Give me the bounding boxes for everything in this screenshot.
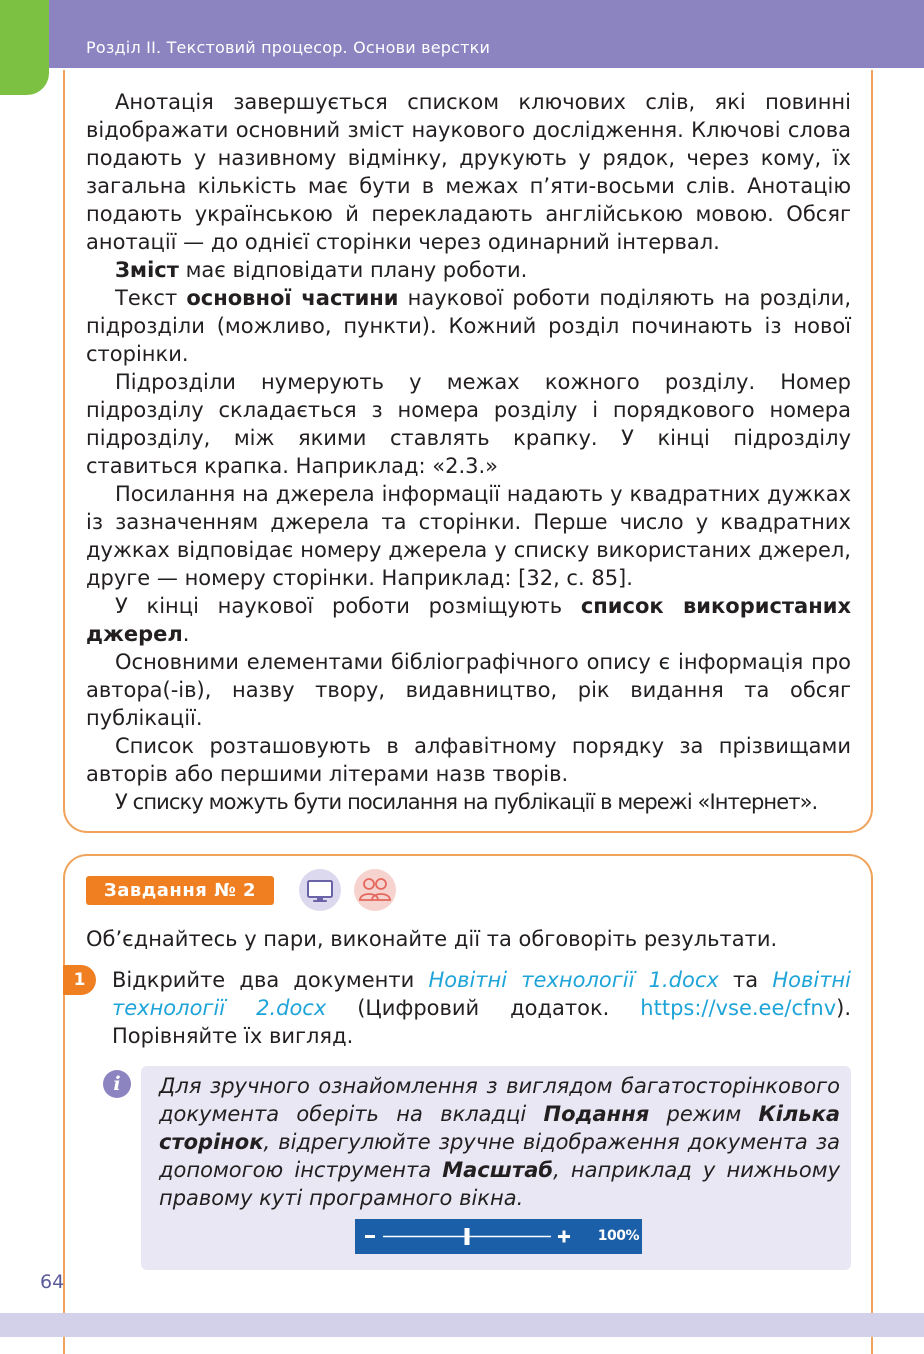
- zoom-slider-image: [355, 1219, 642, 1254]
- task-badge: Завдання № 2: [86, 876, 274, 905]
- zoom-percent: 100%: [597, 1228, 639, 1244]
- task-intro: Об’єднайтесь у пари, виконайте дії та обговоріть результати.: [86, 927, 778, 951]
- term-main-part: основної частини: [186, 286, 399, 310]
- computer-monitor-icon: [299, 869, 341, 911]
- doc-link-2[interactable]: Новітні технології 2.docx: [112, 968, 851, 1020]
- term-contents: Зміст: [115, 258, 179, 282]
- term-multiple-pages: Кілька сторінок: [159, 1102, 840, 1154]
- zoom-minus-icon: [365, 1235, 375, 1238]
- step-number: 1: [63, 965, 96, 995]
- digital-appendix-link[interactable]: https://vse.ee/cfnv: [640, 996, 837, 1020]
- paragraph-internet: У списку можуть бути посилання на публікації в мережі «Інтернет».: [115, 790, 818, 814]
- header-bar: [0, 0, 924, 68]
- page-number: 64: [40, 1271, 65, 1293]
- term-view-tab: Подання: [543, 1102, 650, 1126]
- paragraph-references: У кінці наукової роботи розміщують список використаних джерел.: [86, 594, 852, 646]
- step-text: Відкрийте два документи Новітні технології 1.docx та Новітні технології 2.docx (Цифровий додаток. https://vse.ee/cfnv). Порівняйте їх вигляд.: [112, 968, 852, 1048]
- paragraph-main-part: Текст основної частини наукової роботи поділяють на розділи, підрозділи (можливо, пункти). Кожний розділ починають із нової сторінки.: [86, 286, 851, 366]
- paragraph-contents: Зміст має відповідати плану роботи.: [115, 258, 528, 282]
- doc-link-1[interactable]: Новітні технології 1.docx: [428, 968, 719, 992]
- paragraph-annotation: Анотація завершується списком ключових слів, які повинні відображати основний зміст наукового дослідження. Ключові слова подають у називному відмінку, друкують у рядок, через кому, їх загальна кількість має бути в межах п’яти-восьми слів. Анотацію подають українською й перекладають англійською мовою. Обсяг анотації — до однієї сторінки через одинарний інтервал.: [86, 90, 851, 254]
- paragraph-subsections: Підрозділи нумерують у межах кожного розділу. Номер підрозділу складається з номера розділу і порядкового номера підрозділу, між якими ставлять крапку. У кінці підрозділу ставиться крапка. Наприклад: «2.3.»: [86, 370, 851, 478]
- info-icon: i: [103, 1070, 131, 1098]
- footer-bar: [0, 1313, 924, 1337]
- term-references: список використаних джерел: [86, 594, 852, 646]
- section-title: Розділ ІІ. Текстовий процесор. Основи верстки: [86, 38, 491, 57]
- term-zoom: Масштаб: [442, 1158, 554, 1182]
- section-tab: [0, 0, 49, 95]
- paragraph-citations: Посилання на джерела інформації надають у квадратних дужках із зазначенням джерела та сторінки. Перше число у квадратних дужках відповідає номеру джерела у списку використаних джерел, друге — номеру сторінки. Наприклад: [32, с. 85].: [86, 482, 851, 590]
- paragraph-bibliography: Основними елементами бібліографічного опису є інформація про автора(-ів), назву твору, видавництво, рік видання та обсяг публікації.: [86, 650, 851, 730]
- pair-work-icon: [354, 869, 396, 911]
- info-text: Для зручного ознайомлення з виглядом багатосторінкового документа оберіть на вкладці Подання режим Кілька сторінок, відрегулюйте зручне відображення документа за допомогою інструмента Масштаб, наприклад у нижньому правому куті програмного вікна.: [159, 1074, 840, 1210]
- paragraph-ordering: Список розташовують в алфавітному порядку за прізвищами авторів або першими літерами назв творів.: [86, 734, 851, 786]
- body-text: [86, 88, 851, 816]
- zoom-thumb: [465, 1228, 470, 1245]
